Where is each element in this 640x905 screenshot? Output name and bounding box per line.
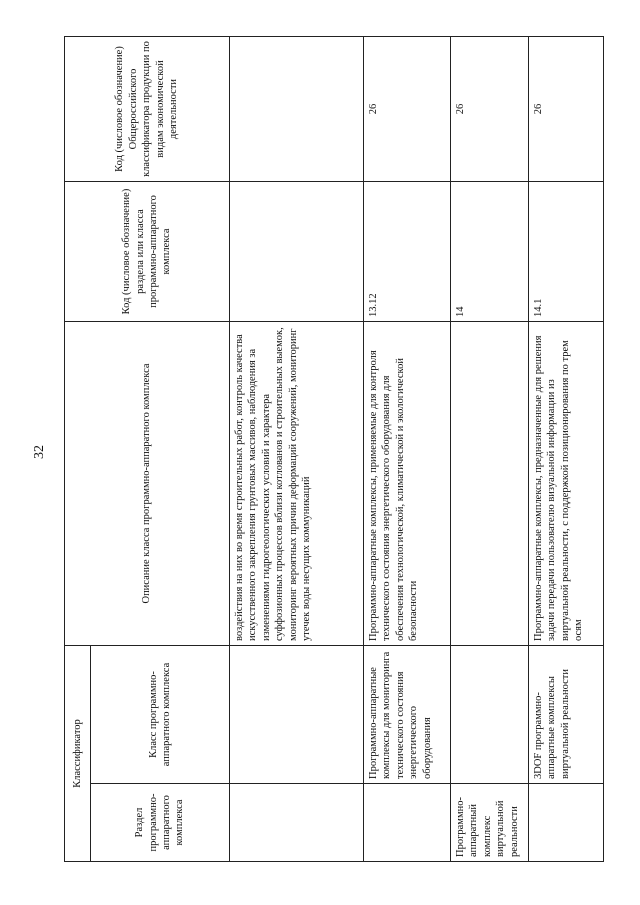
cell-okved: 26 xyxy=(529,37,604,182)
cell-section xyxy=(529,784,604,862)
header-classifier: Классификатор xyxy=(65,646,91,862)
header-okved: Код (числовое обозначение) Общероссийского классификатора продукции по видам экономической деятельности xyxy=(65,37,230,182)
header-section: Раздел программно-аппаратного комплекса xyxy=(91,784,230,862)
table-row xyxy=(364,37,451,862)
classifier-table-rotated xyxy=(64,37,604,862)
cell-code xyxy=(230,182,364,322)
cell-code: 13.12 xyxy=(364,182,451,322)
cell-class xyxy=(451,646,529,784)
header-code-section: Код (числовое обозначение) раздела или класса программно-аппаратного комплекса xyxy=(65,182,230,322)
header-row-1 xyxy=(65,37,91,862)
header-class: Класс программно-аппаратного комплекса xyxy=(91,646,230,784)
cell-code: 14.1 xyxy=(529,182,604,322)
table-row xyxy=(451,37,529,862)
cell-description: воздействия на них во время строительных работ, контроль качества искусственного закрепления грунтовых массивов, наблюдения за изменениями гидрогеологических условий и характера суффозионных процессов вблизи котлованов и строительных выемок, мониторинг вероятных причин деформаций сооружений, мониторинг утечек воды несущих коммуникаций xyxy=(230,322,364,646)
cell-description: Программно-аппаратные комплексы, предназначенные для решения задачи передачи пользователю визуальной информации из виртуальной реальности, с поддержкой позиционирования по трем осям xyxy=(529,322,604,646)
page-number: 32 xyxy=(32,445,47,459)
cell-code: 14 xyxy=(451,182,529,322)
table-row xyxy=(230,37,364,862)
cell-okved xyxy=(230,37,364,182)
classifier-table-container xyxy=(64,37,604,862)
cell-section xyxy=(364,784,451,862)
classifier-table xyxy=(64,36,604,862)
cell-class: Программно-аппаратные комплексы для мониторинга технического состояния энергетического оборудования xyxy=(364,646,451,784)
cell-okved: 26 xyxy=(364,37,451,182)
cell-class: 3DOF программно-аппаратные комплексы виртуальной реальности xyxy=(529,646,604,784)
cell-class xyxy=(230,646,364,784)
cell-okved: 26 xyxy=(451,37,529,182)
cell-section: Программно-аппаратный комплекс виртуальной реальности xyxy=(451,784,529,862)
table-row xyxy=(529,37,604,862)
cell-description: Программно-аппаратные комплексы, применяемые для контроля технического состояния энергетического оборудования для обеспечения технологической, климатической и экологической безопасности xyxy=(364,322,451,646)
cell-section xyxy=(230,784,364,862)
cell-description xyxy=(451,322,529,646)
header-description: Описание класса программно-аппаратного комплекса xyxy=(65,322,230,646)
